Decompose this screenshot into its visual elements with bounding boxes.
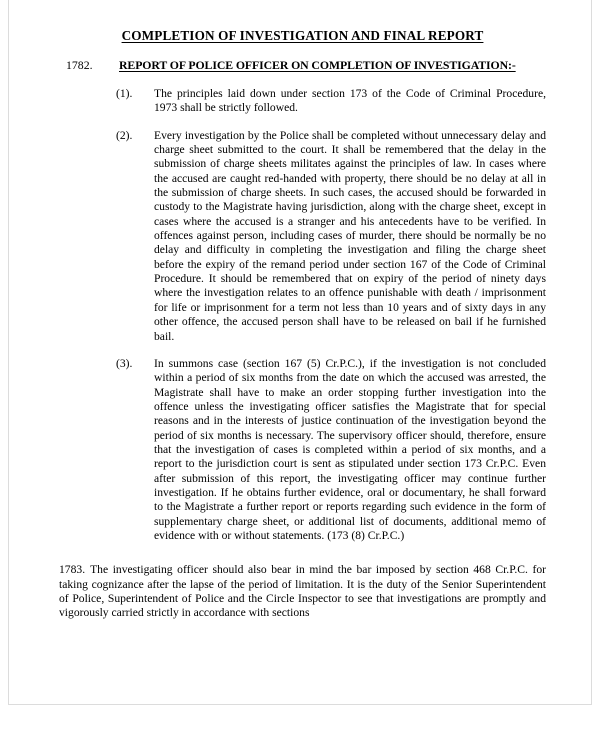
page-content [59,28,546,621]
section-heading-text: REPORT OF POLICE OFFICER ON COMPLETION OF INVESTIGATION:- [119,58,516,72]
clause-marker: (2). [116,128,133,142]
page-title-text: COMPLETION OF INVESTIGATION AND FINAL REPORT [121,28,484,43]
clause-text: The principles laid down under section 173 of the Code of Criminal Procedure, 1973 shall be strictly followed. [154,87,546,115]
section-number: 1782. [66,58,93,72]
closing-paragraph [59,563,546,620]
closing-paragraph-text: The investigating officer should also bear in mind the bar imposed by section 468 Cr.P.C. for taking cognizance after the lapse of the period of limitation. It is the duty of the Senior Superintendent of Police, Superintendent of Police and the Circle Inspector to see that investigations are promptly and vigorously carried strictly in accordance with sections [59,563,546,620]
clause-text: Every investigation by the Police shall be completed without unnecessary delay and charge sheet submitted to the court. It shall be remembered that the delay in the submission of charge sheets militates against the principles of law. In cases where the accused are caught red-handed with property, there should be no delay at all in the submission of charge sheets. In such cases, the accused should be forwarded in custody to the Magistrate having jurisdiction, along with the charge sheet, except in cases where the accused is a stranger and his antecedents have to be verified. In offences against person, including cases of murder, there should be normally be no delay and difficulty in completing the investigation and filing the charge sheet before the expiry of the remand period under section 167 of the Code of Criminal Procedure. It should be remembered that on expiry of the period of ninety days where the investigation relates to an offence punishable with death / imprisonment for life or imprisonment for a term not less than 10 years and of sixty days in any other offence, the accused person shall have to be released on bail if he furnished bail. [154,128,546,343]
document-page [8,0,592,705]
paragraph-spacer [59,556,546,563]
section-heading [59,58,546,73]
clause-marker: (3). [116,356,133,370]
page-title [59,28,546,44]
clause-text: In summons case (section 167 (5) Cr.P.C.), if the investigation is not concluded within a period of six months from the date on which the accused was arrested, the Magistrate shall have to make an order stopping further investigation into the offence unless the investigating officer satisfies the Magistrate that for special reasons and in the interests of justice continuation of the investigation beyond the period of six months is necessary. The supervisory officer should, therefore, ensure that the investigation of cases is completed within a period of six months, and a report to the jurisdiction court is sent as stipulated under section 173 Cr.P.C. Even after submission of this report, the investigating officer may continue further investigation. If he obtains further evidence, oral or documentary, he shall forward to the Magistrate a further report or reports regarding such evidence in the form of supplementary charge sheet, or additional list of documents, additional memo of evidence with or without statements. (173 (8) Cr.P.C.) [154,356,546,542]
clause-item [59,129,546,344]
clause-item [59,357,546,543]
clause-marker: (1). [116,87,133,100]
closing-paragraph-number: 1783. [59,563,86,577]
clause-item [59,87,546,116]
